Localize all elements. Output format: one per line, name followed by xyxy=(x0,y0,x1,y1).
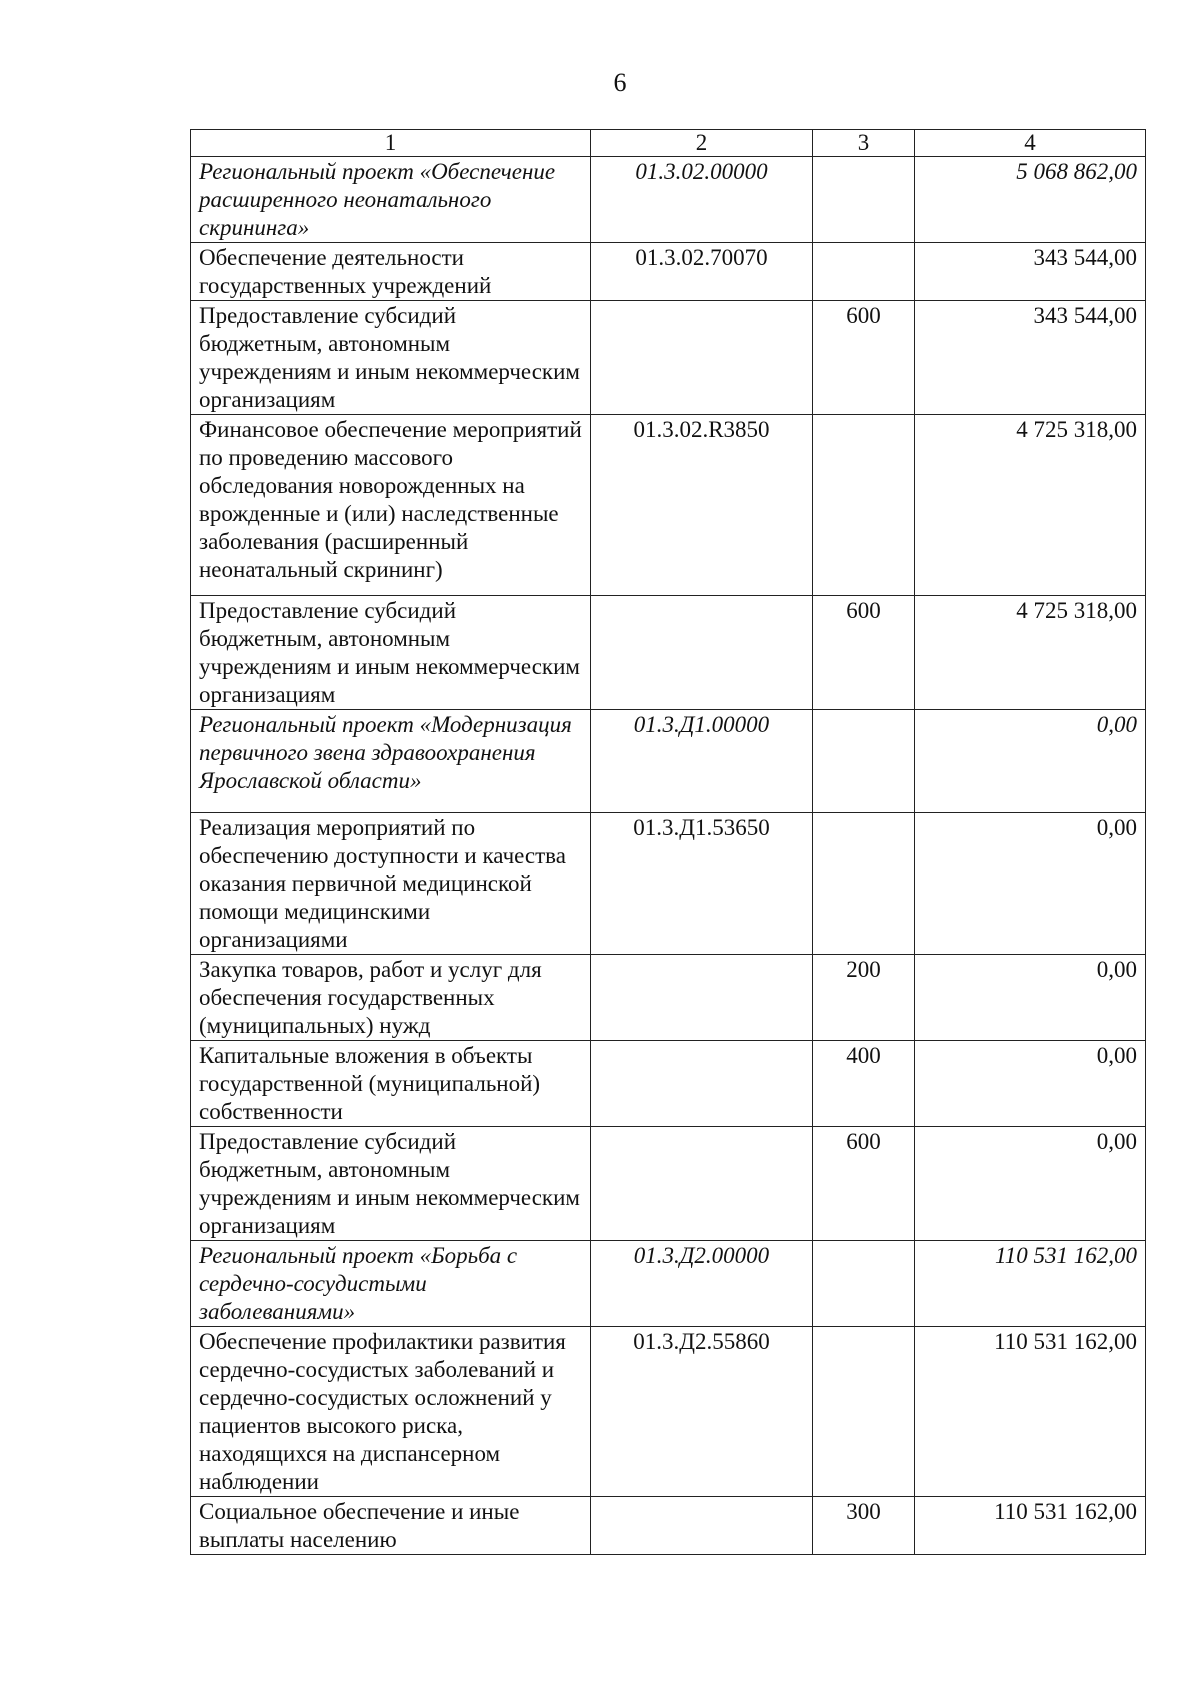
row-amount-cell: 0,00 xyxy=(915,955,1146,1041)
row-type-cell: 400 xyxy=(813,1041,915,1127)
row-name-cell: Предоставление субсидий бюджетным, автономным учреждениям и иным некоммерческим организациям xyxy=(191,1127,591,1241)
table-row xyxy=(191,157,1146,243)
row-type-cell xyxy=(813,813,915,955)
row-code-cell: 01.3.02.70070 xyxy=(591,243,813,301)
row-amount-cell: 110 531 162,00 xyxy=(915,1497,1146,1555)
table-row xyxy=(191,710,1146,813)
row-code-cell: 01.3.Д1.53650 xyxy=(591,813,813,955)
row-name-cell: Предоставление субсидий бюджетным, автономным учреждениям и иным некоммерческим организациям xyxy=(191,596,591,710)
row-type-cell xyxy=(813,157,915,243)
table-row xyxy=(191,1327,1146,1497)
row-amount-cell: 4 725 318,00 xyxy=(915,596,1146,710)
row-name-cell: Социальное обеспечение и иные выплаты населению xyxy=(191,1497,591,1555)
row-code-cell xyxy=(591,1127,813,1241)
row-type-cell xyxy=(813,1327,915,1497)
row-type-cell xyxy=(813,710,915,813)
row-code-cell: 01.3.Д2.55860 xyxy=(591,1327,813,1497)
row-type-cell: 600 xyxy=(813,596,915,710)
table-row xyxy=(191,301,1146,415)
table-row xyxy=(191,243,1146,301)
row-amount-cell: 343 544,00 xyxy=(915,301,1146,415)
row-name-cell: Обеспечение деятельности государственных учреждений xyxy=(191,243,591,301)
row-type-cell xyxy=(813,243,915,301)
table-row xyxy=(191,1127,1146,1241)
row-name-cell: Региональный проект «Модернизация первичного звена здравоохранения Ярославской области» xyxy=(191,710,591,813)
row-amount-cell: 0,00 xyxy=(915,710,1146,813)
row-type-cell xyxy=(813,1241,915,1327)
column-header-1: 1 xyxy=(191,130,591,157)
row-amount-cell: 0,00 xyxy=(915,1127,1146,1241)
row-code-cell xyxy=(591,1497,813,1555)
table-row xyxy=(191,1041,1146,1127)
table-row xyxy=(191,955,1146,1041)
column-header-4: 4 xyxy=(915,130,1146,157)
row-amount-cell: 110 531 162,00 xyxy=(915,1327,1146,1497)
budget-table xyxy=(190,129,1146,1555)
row-code-cell xyxy=(591,1041,813,1127)
table-row xyxy=(191,596,1146,710)
row-type-cell: 300 xyxy=(813,1497,915,1555)
row-name-cell: Закупка товаров, работ и услуг для обеспечения государственных (муниципальных) нужд xyxy=(191,955,591,1041)
table-row xyxy=(191,415,1146,596)
table-row xyxy=(191,1497,1146,1555)
row-amount-cell: 343 544,00 xyxy=(915,243,1146,301)
row-code-cell: 01.3.Д1.00000 xyxy=(591,710,813,813)
row-name-cell: Реализация мероприятий по обеспечению доступности и качества оказания первичной медицинской помощи медицинскими организациями xyxy=(191,813,591,955)
row-name-cell: Предоставление субсидий бюджетным, автономным учреждениям и иным некоммерческим организациям xyxy=(191,301,591,415)
row-code-cell xyxy=(591,596,813,710)
row-amount-cell: 4 725 318,00 xyxy=(915,415,1146,596)
row-name-cell: Финансовое обеспечение мероприятий по проведению массового обследования новорожденных на врожденные и (или) наследственные заболевания (расширенный неонатальный скрининг) xyxy=(191,415,591,596)
column-header-3: 3 xyxy=(813,130,915,157)
row-amount-cell: 0,00 xyxy=(915,1041,1146,1127)
row-code-cell: 01.3.02.R3850 xyxy=(591,415,813,596)
row-amount-cell: 110 531 162,00 xyxy=(915,1241,1146,1327)
table-body xyxy=(191,157,1146,1555)
row-name-cell: Региональный проект «Борьба с сердечно-сосудистыми заболеваниями» xyxy=(191,1241,591,1327)
row-name-cell: Региональный проект «Обеспечение расширенного неонатального скрининга» xyxy=(191,157,591,243)
row-type-cell: 600 xyxy=(813,301,915,415)
row-type-cell xyxy=(813,415,915,596)
row-code-cell xyxy=(591,955,813,1041)
row-code-cell xyxy=(591,301,813,415)
row-code-cell: 01.3.02.00000 xyxy=(591,157,813,243)
row-type-cell: 600 xyxy=(813,1127,915,1241)
table-row xyxy=(191,1241,1146,1327)
table-header-row xyxy=(191,130,1146,157)
row-name-cell: Обеспечение профилактики развития сердечно-сосудистых заболеваний и сердечно-сосудистых осложнений у пациентов высокого риска, находящихся на диспансерном наблюдении xyxy=(191,1327,591,1497)
row-amount-cell: 5 068 862,00 xyxy=(915,157,1146,243)
row-type-cell: 200 xyxy=(813,955,915,1041)
page-number: 6 xyxy=(613,68,627,97)
row-code-cell: 01.3.Д2.00000 xyxy=(591,1241,813,1327)
row-amount-cell: 0,00 xyxy=(915,813,1146,955)
table-row xyxy=(191,813,1146,955)
column-header-2: 2 xyxy=(591,130,813,157)
row-name-cell: Капитальные вложения в объекты государственной (муниципальной) собственности xyxy=(191,1041,591,1127)
